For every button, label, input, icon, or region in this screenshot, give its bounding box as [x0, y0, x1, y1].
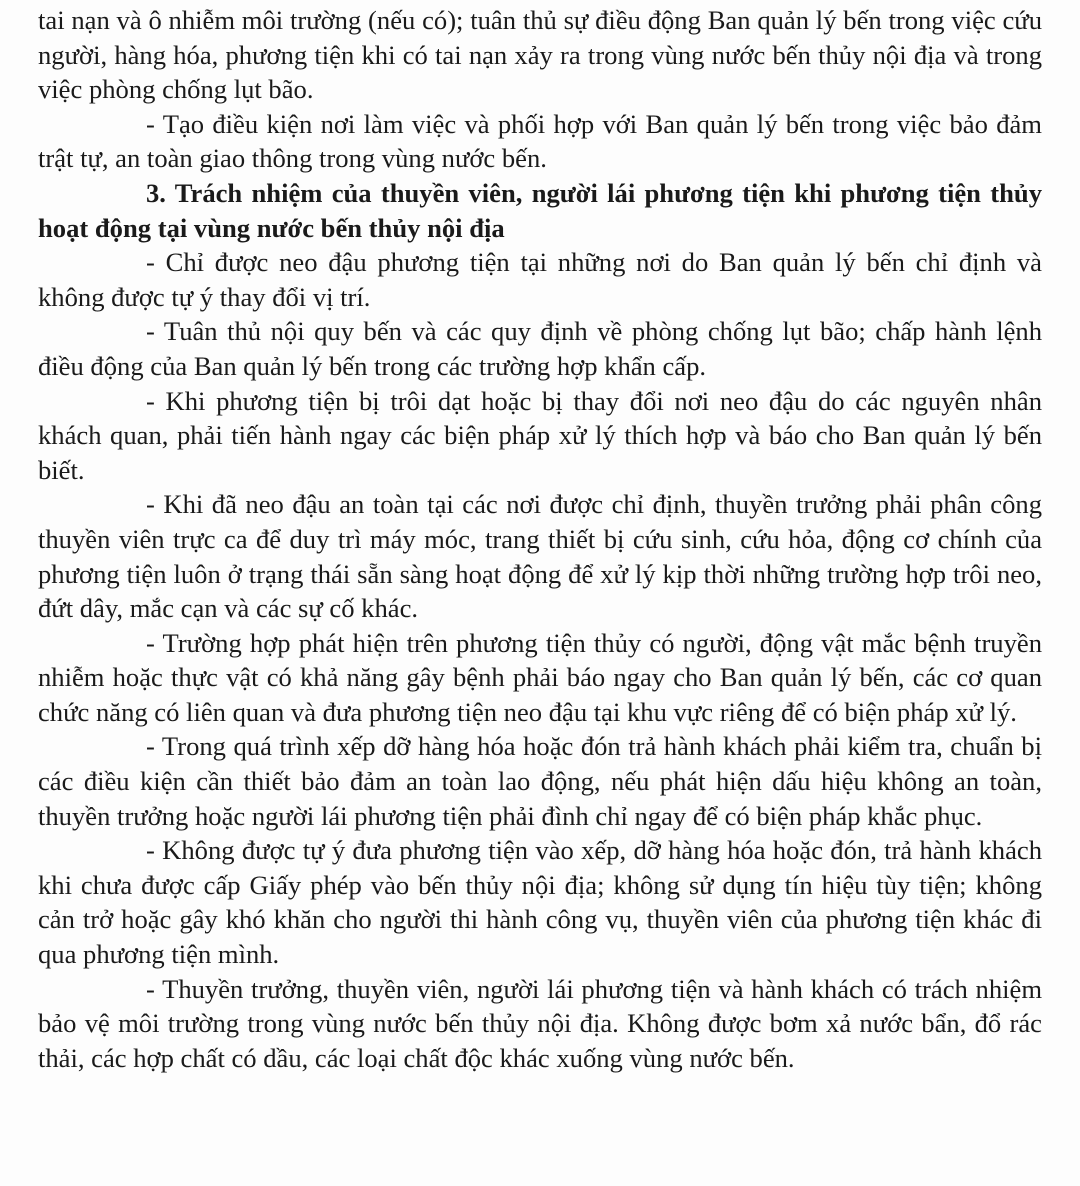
paragraph-item: - Không được tự ý đưa phương tiện vào xếp, dỡ hàng hóa hoặc đón, trả hành khách khi chưa được cấp Giấy phép vào bến thủy nội địa; không sử dụng tín hiệu tùy tiện; không cản trở hoặc gây khó khăn cho người thi hành công vụ, thuyền viên của phương tiện khác đi qua phương tiện mình. — [38, 835, 1042, 970]
paragraph-item: - Trong quá trình xếp dỡ hàng hóa hoặc đón trả hành khách phải kiểm tra, chuẩn bị các điều kiện cần thiết bảo đảm an toàn lao động, nếu phát hiện dấu hiệu không an toàn, thuyền trưởng hoặc người lái phương tiện phải đình chỉ ngay để có biện pháp khắc phục. — [38, 731, 1042, 831]
paragraph-item: - Tạo điều kiện nơi làm việc và phối hợp với Ban quản lý bến trong việc bảo đảm trật tự, an toàn giao thông trong vùng nước bến. — [38, 108, 1042, 174]
section-heading: 3. Trách nhiệm của thuyền viên, người lái phương tiện khi phương tiện thủy hoạt động tại vùng nước bến thủy nội địa — [38, 177, 1042, 243]
paragraph-item: - Tuân thủ nội quy bến và các quy định về phòng chống lụt bão; chấp hành lệnh điều động của Ban quản lý bến trong các trường hợp khẩn cấp. — [38, 316, 1042, 381]
paragraph-item: - Trường hợp phát hiện trên phương tiện thủy có người, động vật mắc bệnh truyền nhiễm hoặc thực vật có khả năng gây bệnh phải báo ngay cho Ban quản lý bến, các cơ quan chức năng có liên quan và đưa phương tiện neo đậu tại khu vực riêng để có biện pháp xử lý. — [38, 627, 1042, 727]
paragraph-item: - Khi đã neo đậu an toàn tại các nơi được chỉ định, thuyền trưởng phải phân công thuyền viên trực ca để duy trì máy móc, trang thiết bị cứu sinh, cứu hỏa, động cơ chính của phương tiện luôn ở trạng thái sẵn sàng hoạt động để xử lý kịp thời những trường hợp trôi neo, đứt dây, mắc cạn và các sự cố khác. — [38, 489, 1042, 624]
paragraph-continuation: tai nạn và ô nhiễm môi trường (nếu có); tuân thủ sự điều động Ban quản lý bến trong việc cứu người, hàng hóa, phương tiện khi có tai nạn xảy ra trong vùng nước bến thủy nội địa và trong việc phòng chống lụt bão. — [38, 5, 1042, 105]
paragraph-item: - Thuyền trưởng, thuyền viên, người lái phương tiện và hành khách có trách nhiệm bảo vệ môi trường trong vùng nước bến thủy nội địa. Không được bơm xả nước bẩn, đổ rác thải, các hợp chất có dầu, các loại chất độc khác xuống vùng nước bến. — [38, 973, 1042, 1073]
paragraph-item: - Chỉ được neo đậu phương tiện tại những nơi do Ban quản lý bến chỉ định và không được tự ý thay đổi vị trí. — [38, 247, 1042, 312]
paragraph-item: - Khi phương tiện bị trôi dạt hoặc bị thay đổi nơi neo đậu do các nguyên nhân khách quan, phải tiến hành ngay các biện pháp xử lý thích hợp và báo cho Ban quản lý bến biết. — [38, 385, 1042, 485]
